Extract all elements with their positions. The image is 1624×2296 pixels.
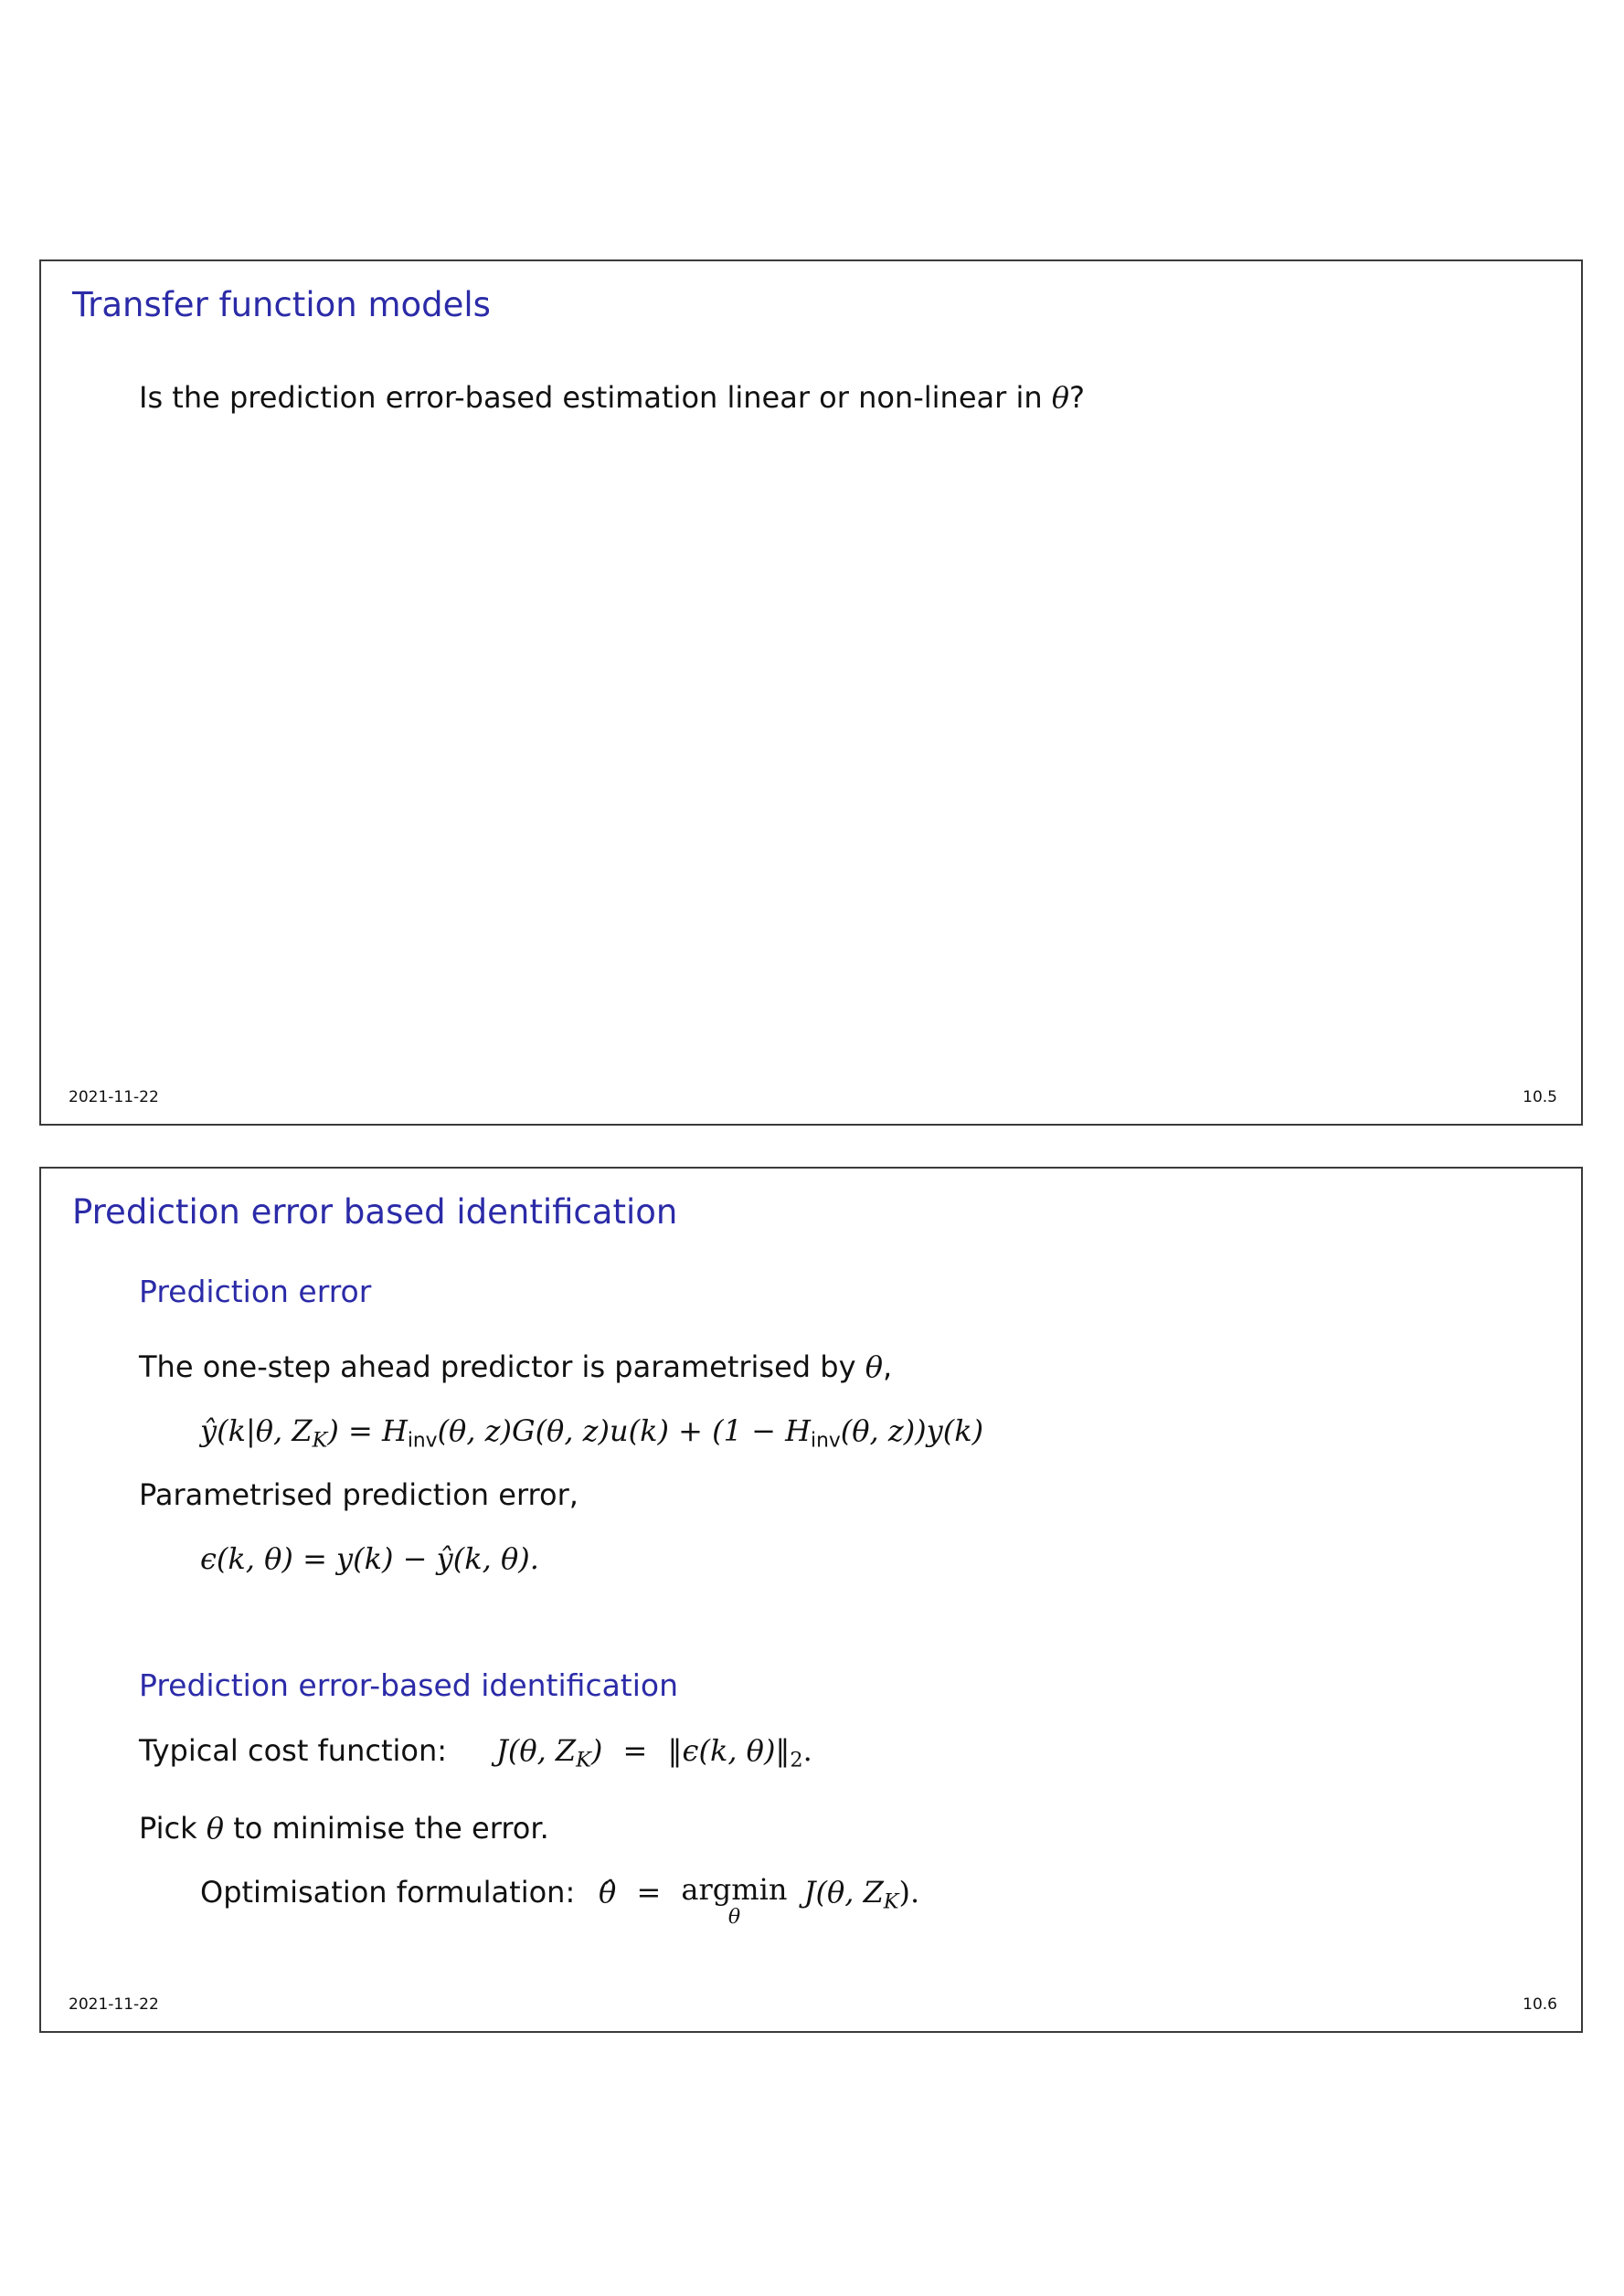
slide-10-6 xyxy=(39,1167,1583,2033)
eq-part: ) = H xyxy=(327,1413,408,1448)
eq-subscript: K xyxy=(576,1748,591,1772)
pick-text-b: to minimise the error. xyxy=(233,1811,549,1846)
error-equation: ϵ(k, θ) = y(k) − ŷ(k, θ). xyxy=(200,1541,539,1576)
eq-equals: = xyxy=(636,1875,662,1910)
pick-text xyxy=(139,1811,549,1846)
question-prefix: Is the prediction error-based estimation linear or non-linear in xyxy=(139,380,1043,415)
slide-date: 2021-11-22 xyxy=(69,1088,159,1106)
error-intro: Parametrised prediction error, xyxy=(139,1477,578,1512)
question-text xyxy=(139,380,1085,415)
eq-equals: = xyxy=(622,1733,648,1768)
slide-title: Prediction error based identification xyxy=(72,1192,678,1232)
eq-subscript: inv xyxy=(407,1429,438,1453)
slide-date: 2021-11-22 xyxy=(69,1995,159,2014)
predictor-intro xyxy=(139,1349,892,1384)
opt-label: Optimisation formulation: xyxy=(200,1875,576,1910)
pick-text-a: Pick xyxy=(139,1811,197,1846)
eq-subscript: inv xyxy=(811,1429,841,1453)
eq-part: ). xyxy=(898,1875,920,1910)
predictor-equation xyxy=(200,1413,983,1453)
opt-equation xyxy=(599,1872,920,1929)
theta-hat: θ̂ xyxy=(599,1875,617,1910)
slide-number: 10.5 xyxy=(1523,1088,1557,1106)
block-title-prediction-error: Prediction error xyxy=(139,1274,372,1309)
eq-part: J(θ, Z xyxy=(496,1733,577,1768)
eq-part: ) xyxy=(590,1733,603,1768)
eq-subscript: K xyxy=(883,1889,899,1914)
eq-part: (θ, z)G(θ, z)u(k) + (1 − H xyxy=(437,1413,812,1448)
eq-subscript: 2 xyxy=(790,1748,803,1772)
predictor-intro-text: The one-step ahead predictor is parametrised by xyxy=(139,1349,856,1384)
argmin-label: argmin xyxy=(681,1872,788,1907)
theta-symbol: θ xyxy=(865,1349,883,1384)
argmin-subscript: θ xyxy=(727,1906,741,1929)
eq-part: . xyxy=(802,1733,812,1768)
predictor-intro-end: , xyxy=(882,1349,893,1384)
argmin-operator xyxy=(681,1872,788,1929)
eq-part: ŷ(k|θ, Z xyxy=(200,1413,313,1448)
theta-symbol: θ xyxy=(1051,380,1070,415)
eq-part: J(θ, Z xyxy=(803,1875,884,1910)
eq-part: ‖ϵ(k, θ)‖ xyxy=(667,1733,791,1768)
cost-equation xyxy=(496,1733,812,1772)
block-title-identification: Prediction error-based identification xyxy=(139,1667,679,1703)
slide-10-5 xyxy=(39,259,1583,1126)
eq-subscript: K xyxy=(312,1428,328,1453)
slide-number: 10.6 xyxy=(1523,1995,1557,2014)
theta-symbol: θ xyxy=(206,1811,225,1846)
cost-label: Typical cost function: xyxy=(139,1733,448,1768)
eq-part: (θ, z))y(k) xyxy=(840,1413,984,1448)
slide-title: Transfer function models xyxy=(72,285,491,324)
question-mark: ? xyxy=(1069,380,1086,415)
